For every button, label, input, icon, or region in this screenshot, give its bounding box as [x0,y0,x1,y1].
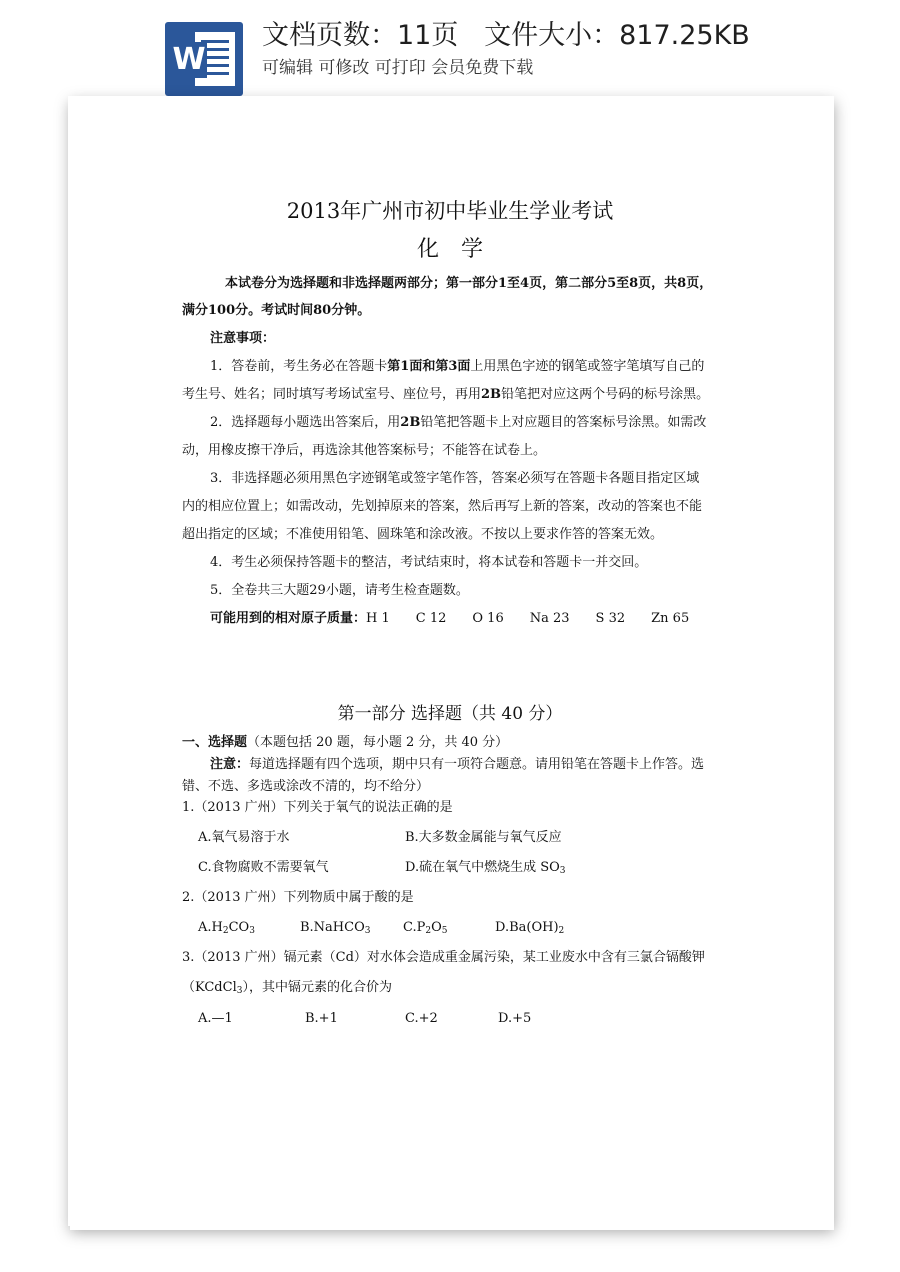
q2-option-a [198,918,255,938]
subscript: 5 [441,926,448,936]
option-text: B.NaHCO [300,920,365,935]
section1-desc: （本题包括 20 题，每小题 2 分，共 40 分） [247,735,509,750]
option-text: CO [228,920,250,935]
question-text: ），其中镉元素的化合价为 [242,980,392,995]
notice-3-line-1: 3．非选择题必须用黑色字迹钢笔或签字笔作答，答案必须写在答题卡各题目指定区域 [210,471,700,486]
atomic-mass-item: O 16 [472,611,504,626]
subscript: 3 [236,986,243,996]
section1-note-line-1 [210,755,704,775]
section1-note-text: 每道选择题有四个选项，期中只有一项符合题意。请用铅笔在答题卡上作答。选 [249,757,705,772]
notice-text: 2．选择题每小题选出答案后，用 [210,415,401,430]
q3-option-a: A.—1 [198,1011,233,1026]
notice-1-line-2 [182,381,709,408]
q1-option-b: B.大多数金属能与氧气反应 [405,830,562,845]
notice-emphasis: 第1面和第3面 [387,359,471,374]
question-1: 1.（2013 广州）下列关于氧气的说法正确的是 [182,800,453,815]
atomic-masses-label: 可能用到的相对原子质量： [210,611,367,626]
option-text: D.Ba(OH) [495,920,559,935]
notice-2-line-1 [210,409,706,436]
atomic-mass-item: Zn 65 [651,611,690,626]
notice-emphasis: 2B [481,387,502,402]
document-info: 文档页数：11页 文件大小：817.25KB [262,20,750,51]
intro-line-2: 满分100分。考试时间80分钟。 [182,303,371,318]
atomic-mass-item: Na 23 [529,611,570,626]
subscript: 3 [249,926,255,936]
q1-option-a: A.氧气易溶于水 [198,830,290,845]
download-banner [0,0,900,96]
notice-text: 上用黑色字迹的钢笔或签字笔填写自己的 [470,359,705,374]
notice-4: 4．考生必须保持答题卡的整洁，考试结束时，将本试卷和答题卡一并交回。 [210,555,648,570]
q1-option-d [405,858,566,878]
word-icon-letter: W [172,42,206,77]
section1-label: 一、选择题 [182,735,248,750]
atomic-mass-item: S 32 [595,611,626,626]
word-document-icon [165,22,243,96]
notice-1-line-1 [210,353,704,380]
section1-note-line-2: 错、不选、多选或涂改不清的，均不给分） [182,779,430,794]
option-text: C.P [403,920,426,935]
q3-option-d: D.+5 [498,1011,532,1026]
subscript: 2 [425,926,432,936]
notice-text: 铅笔把答题卡上对应题目的答案标号涂黑。如需改 [420,415,707,430]
notice-5: 5．全卷共三大题29小题，请考生检查题数。 [210,583,469,598]
subscript: 3 [559,866,566,876]
subscript: 3 [364,926,371,936]
document-features: 可编辑 可修改 可打印 会员免费下载 [262,58,534,78]
subscript: 2 [222,926,229,936]
q3-option-b: B.+1 [305,1011,338,1026]
document-page [68,96,834,1226]
q2-option-c [403,918,448,938]
q2-option-b [300,918,371,938]
q1-option-c: C.食物腐败不需要氧气 [198,860,329,875]
question-text: （KCdCl [182,980,237,995]
option-text: A.H [198,920,223,935]
question-3-line-1: 3.（2013 广州）镉元素（Cd）对水体会造成重金属污染，某工业废水中含有三氯合镉酸钾 [182,950,705,965]
section1-heading [182,733,508,753]
notice-heading: 注意事项： [210,331,276,346]
notice-3-line-3: 超出指定的区域；不准使用铅笔、圆珠笔和涂改液。不按以上要求作答的答案无效。 [182,527,664,542]
option-text: O [431,920,442,935]
exam-title: 2013年广州市初中毕业生学业考试 [286,199,614,223]
atomic-mass-item: C 12 [415,611,447,626]
exam-subject: 化学 [416,237,505,262]
notice-text: 考生号、姓名；同时填写考场试室号、座位号，再用 [182,387,482,402]
atomic-mass-item: H 1 [366,611,390,626]
section1-note-label: 注意： [210,757,250,772]
notice-3-line-2: 内的相应位置上；如需改动，先划掉原来的答案，然后再写上新的答案，改动的答案也不能 [182,499,703,514]
part1-title: 第一部分 选择题（共 40 分） [337,704,563,724]
atomic-masses [210,605,715,632]
q2-option-d [495,918,564,938]
intro-line-1: 本试卷分为选择题和非选择题两部分；第一部分1至4页，第二部分5至8页，共8页， [225,276,713,291]
option-text: D.硫在氧气中燃烧生成 SO [405,860,560,875]
question-2: 2.（2013 广州）下列物质中属于酸的是 [182,890,414,905]
subscript: 2 [558,926,565,936]
notice-text: 1．答卷前，考生务必在答题卡 [210,359,388,374]
question-3-line-2 [182,978,392,998]
q3-option-c: C.+2 [405,1011,438,1026]
notice-2-line-2: 动，用橡皮擦干净后，再选涂其他答案标号；不能答在试卷上。 [182,443,547,458]
notice-text: 铅笔把对应这两个号码的标号涂黑。 [501,387,710,402]
notice-emphasis: 2B [400,415,421,430]
